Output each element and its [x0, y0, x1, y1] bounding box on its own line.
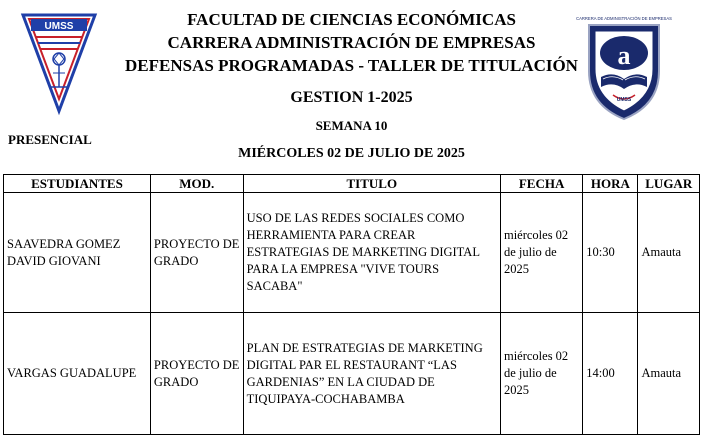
cell-student: SAAVEDRA GOMEZ DAVID GIOVANI	[4, 193, 151, 313]
cell-title: USO DE LAS REDES SOCIALES COMO HERRAMIENTA PARA CREAR ESTRATEGIAS DE MARKETING DIGITAL PARA LA EMPRESA "VIVE TOURS SACABA"	[243, 193, 500, 313]
umss-logo-text: UMSS	[44, 21, 74, 32]
cell-mod: PROYECTO DE GRADO	[150, 313, 243, 435]
schedule-title: DEFENSAS PROGRAMADAS - TALLER DE TITULACIÓN	[125, 56, 578, 75]
faculty-title: FACULTAD DE CIENCIAS ECONÓMICAS	[187, 10, 516, 29]
cell-place: Amauta	[638, 193, 700, 313]
date-heading: MIÉRCOLES 02 DE JULIO DE 2025	[238, 146, 465, 161]
admin-logo-umss: UMSS	[616, 97, 632, 103]
header-mod: MOD.	[150, 175, 243, 193]
cell-title: PLAN DE ESTRATEGIAS DE MARKETING DIGITAL PAR EL RESTAURANT “LAS GARDENIAS” EN LA CIUDAD DE TIQUIPAYA-COCHABAMBA	[243, 313, 500, 435]
admin-logo-caption: CARRERA DE ADMINISTRACIÓN DE EMPRESAS	[576, 16, 672, 21]
table-row	[4, 193, 700, 313]
cell-time: 10:30	[583, 193, 638, 313]
header-time: HORA	[583, 175, 638, 193]
cell-date: miércoles 02 de julio de 2025	[500, 313, 582, 435]
header-date: FECHA	[500, 175, 582, 193]
gestion-label: GESTION 1-2025	[290, 89, 413, 106]
table-row	[4, 313, 700, 435]
cell-place: Amauta	[638, 313, 700, 435]
defense-schedule-table	[3, 174, 700, 435]
career-title: CARRERA ADMINISTRACIÓN DE EMPRESAS	[167, 33, 536, 52]
header-students: ESTUDIANTES	[4, 175, 151, 193]
header-place: LUGAR	[638, 175, 700, 193]
cell-date: miércoles 02 de julio de 2025	[500, 193, 582, 313]
cell-mod: PROYECTO DE GRADO	[150, 193, 243, 313]
svg-text:a: a	[617, 41, 631, 70]
cell-student: VARGAS GUADALUPE	[4, 313, 151, 435]
table-header-row	[4, 175, 700, 193]
modality-label: PRESENCIAL	[8, 132, 92, 147]
week-label: SEMANA 10	[315, 118, 388, 133]
cell-time: 14:00	[583, 313, 638, 435]
header-title: TITULO	[243, 175, 500, 193]
